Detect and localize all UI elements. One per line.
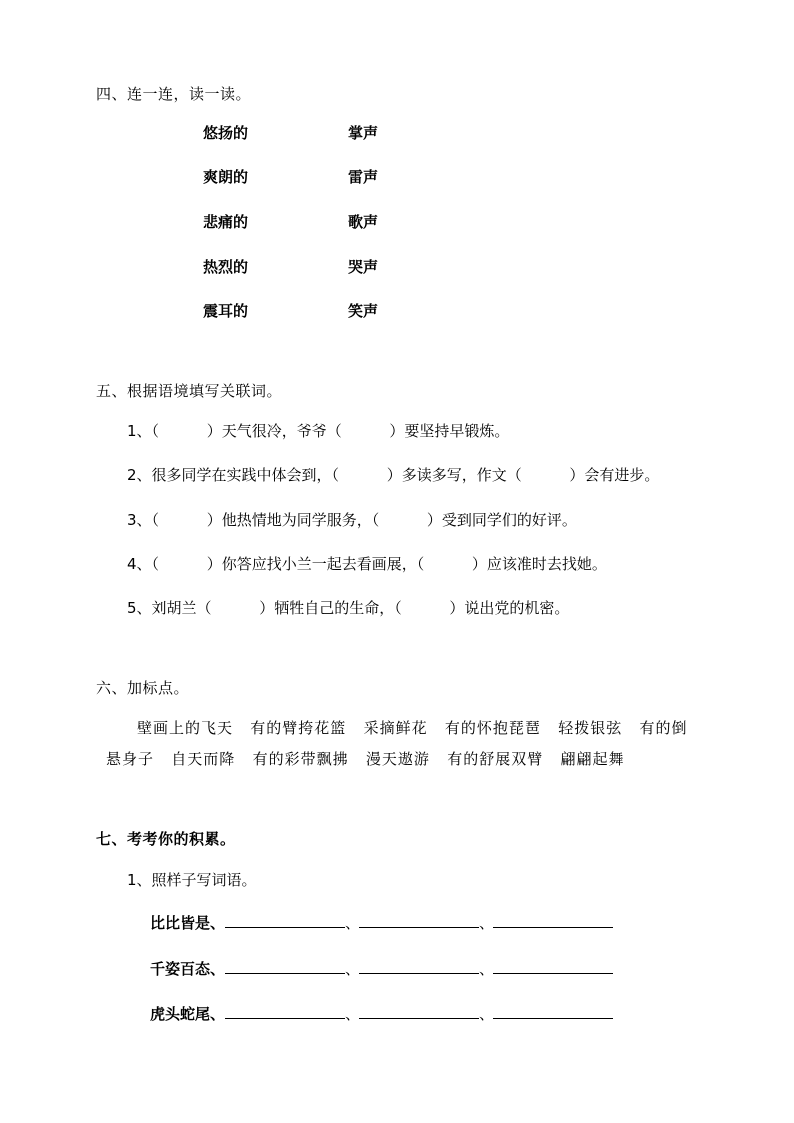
answer-blank[interactable] xyxy=(359,913,479,928)
answer-blank[interactable] xyxy=(359,1004,479,1019)
match-right-5: 笑声 xyxy=(348,302,379,320)
conjunction-item-2: 2、很多同学在实践中体会到，（ ）多读多写，作文（ ）会有进步。 xyxy=(127,466,660,484)
conjunction-item-5: 5、刘胡兰（ ）牺牲自己的生命，（ ）说出党的机密。 xyxy=(127,599,570,617)
punctuation-passage-line-1: 壁画上的飞天 有的臂挎花篮 采摘鲜花 有的怀抱琵琶 轻拨银弦 有的倒 xyxy=(137,719,688,737)
match-right-2: 雷声 xyxy=(348,168,379,186)
example-word: 比比皆是、 xyxy=(150,914,226,932)
answer-blank[interactable] xyxy=(493,913,613,928)
word-pattern-row-2 xyxy=(150,958,613,979)
answer-blank[interactable] xyxy=(493,959,613,974)
separator: 、 xyxy=(345,914,361,932)
match-left-5: 震耳的 xyxy=(203,302,249,320)
separator: 、 xyxy=(479,960,495,978)
section6-title: 六、加标点。 xyxy=(96,679,190,697)
separator: 、 xyxy=(345,1005,361,1023)
conjunction-item-4: 4、（ ）你答应找小兰一起去看画展，（ ）应该准时去找她。 xyxy=(127,555,607,573)
match-left-2: 爽朗的 xyxy=(203,168,249,186)
section7-title: 七、考考你的积累。 xyxy=(96,830,236,848)
section4-title: 四、连一连，读一读。 xyxy=(96,85,252,103)
answer-blank[interactable] xyxy=(225,959,345,974)
match-right-3: 歌声 xyxy=(348,213,379,231)
word-pattern-row-3 xyxy=(150,1003,613,1024)
match-left-4: 热烈的 xyxy=(203,258,249,276)
example-word: 虎头蛇尾、 xyxy=(150,1005,226,1023)
punctuation-passage-line-2: 悬身子 自天而降 有的彩带飘拂 漫天遨游 有的舒展双臂 翩翩起舞 xyxy=(106,750,625,768)
word-pattern-row-1 xyxy=(150,912,613,933)
match-right-1: 掌声 xyxy=(348,124,379,142)
match-left-1: 悠扬的 xyxy=(203,124,249,142)
match-right-4: 哭声 xyxy=(348,258,379,276)
example-word: 千姿百态、 xyxy=(150,960,226,978)
answer-blank[interactable] xyxy=(359,959,479,974)
section5-title: 五、根据语境填写关联词。 xyxy=(96,382,283,400)
conjunction-item-1: 1、（ ）天气很冷，爷爷（ ）要坚持早锻炼。 xyxy=(127,422,510,440)
answer-blank[interactable] xyxy=(225,913,345,928)
conjunction-item-3: 3、（ ）他热情地为同学服务，（ ）受到同学们的好评。 xyxy=(127,511,577,529)
separator: 、 xyxy=(345,960,361,978)
separator: 、 xyxy=(479,1005,495,1023)
match-left-3: 悲痛的 xyxy=(203,213,249,231)
answer-blank[interactable] xyxy=(225,1004,345,1019)
separator: 、 xyxy=(479,914,495,932)
section7-subtitle: 1、照样子写词语。 xyxy=(127,871,257,889)
answer-blank[interactable] xyxy=(493,1004,613,1019)
